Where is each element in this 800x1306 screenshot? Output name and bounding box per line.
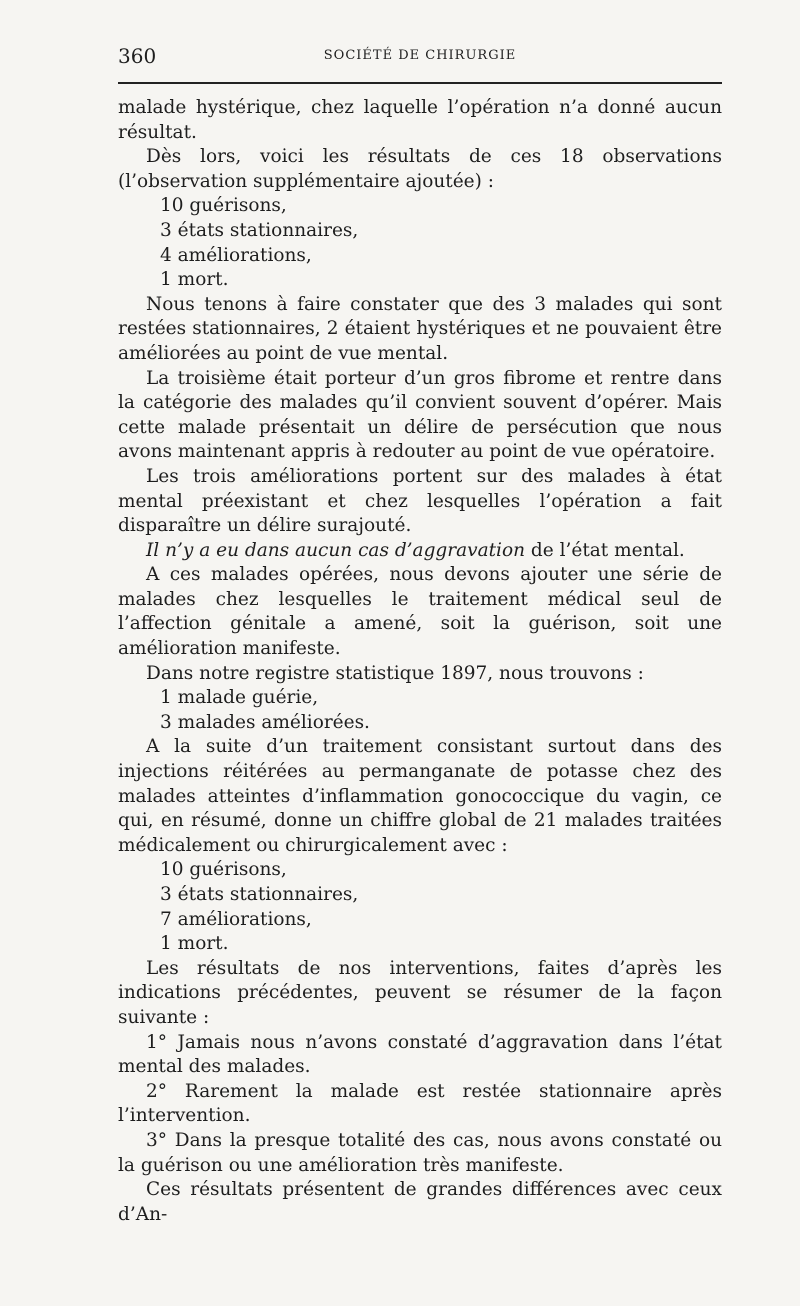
list-item: 1 mort. <box>160 269 229 291</box>
paragraph: 2° Rarement la malade est restée stationnaire après l’intervention. <box>118 1080 722 1127</box>
paragraph <box>118 539 722 564</box>
paragraph: 1° Jamais nous n’avons constaté d’aggravation dans l’état mental des malades. <box>118 1031 722 1078</box>
paragraph: 3° Dans la presque totalité des cas, nous avons constaté ou la guérison ou une amélioration très manifeste. <box>118 1129 722 1176</box>
list-item: 7 améliorations, <box>160 908 312 930</box>
list-item: 3 états stationnaires, <box>160 884 359 905</box>
list-item: 10 guérisons, <box>160 859 287 881</box>
list-item: 1 mort. <box>160 933 229 955</box>
paragraph: A la suite d’un traitement consistant surtout dans des injections réitérées au permanganate de potasse chez des malades atteintes d’inflammation gonococcique du vagin, ce qui, en résumé, donne un chiffre global de 21 malades traitées médicalement ou chirurgicalement avec : <box>118 736 722 856</box>
list-item: 1 malade guérie, <box>160 687 319 709</box>
paragraph: Ces résultats présentent de grandes différences avec ceux d’An- <box>118 1179 722 1225</box>
running-title: SOCIÉTÉ DE CHIRURGIE <box>323 48 517 63</box>
list-item: 3 malades améliorées. <box>160 711 370 733</box>
paragraph: Les résultats de nos interventions, faites d’après les indications précédentes, peuvent se résumer de la façon suivante : <box>118 957 722 1028</box>
paragraph: Dès lors, voici les résultats de ces 18 observations (l’observation supplémentaire ajoutée) : <box>118 146 722 192</box>
paragraph: Les trois améliorations portent sur des malades à état mental préexistant et chez lesquelles l’opération a fait disparaître un délire surajouté. <box>118 465 722 537</box>
list-item: 3 états stationnaires, <box>160 219 359 241</box>
list-item: 10 guérisons, <box>160 195 287 217</box>
paragraph: malade hystérique, chez laquelle l’opération n’a donné aucun résultat. <box>118 97 722 143</box>
page-header <box>118 44 722 72</box>
page-body <box>118 96 722 1227</box>
paragraph: La troisième était porteur d’un gros fibrome et rentre dans la catégorie des malades qu’il convient souvent d’opérer. Mais cette malade présentait un délire de persécution que nous avons maintenant appris à redouter au point de vue opératoire. <box>118 367 722 463</box>
paragraph-text: de l’état mental. <box>525 539 685 561</box>
italic-phrase: Il n’y a eu dans aucun cas d’aggravation <box>146 539 526 561</box>
paragraph: A ces malades opérées, nous devons ajouter une série de malades chez lesquelles le traitement médical seul de l’affection génitale a amené, soit la guérison, soit une amélioration manifeste. <box>118 564 722 660</box>
header-rule <box>118 82 722 84</box>
page-number: 360 <box>118 44 157 68</box>
paragraph: Dans notre registre statistique 1897, nous trouvons : <box>146 662 644 684</box>
paragraph: Nous tenons à faire constater que des 3 malades qui sont restées stationnaires, 2 étaient hystériques et ne pouvaient être améliorées au point de vue mental. <box>118 293 722 364</box>
list-item: 4 améliorations, <box>160 244 312 266</box>
